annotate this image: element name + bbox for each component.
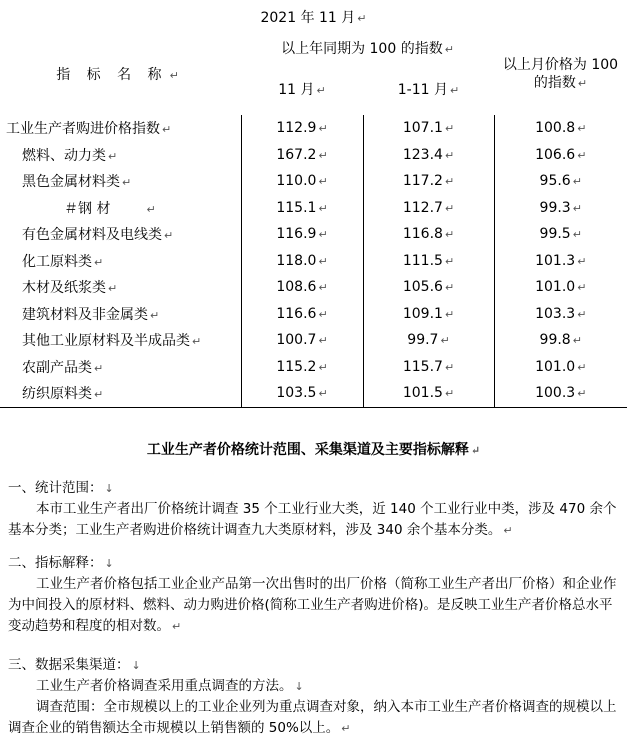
table-row: [0, 195, 627, 222]
notes-section: [8, 478, 620, 739]
paragraph-mark-icon: ↵: [150, 308, 160, 322]
paragraph-mark-icon: ↵: [444, 43, 454, 56]
paragraph-mark-icon: ↵: [318, 334, 328, 348]
row-name: 纺织原料类 ↵: [0, 380, 241, 407]
header-indicator-name: 指 标 名 称 ↵: [56, 67, 185, 83]
table-row: [0, 354, 627, 381]
cell-ytd: 109.1 ↵: [363, 301, 494, 328]
paragraph-mark-icon: ↵: [444, 148, 455, 162]
table-row: [0, 274, 627, 301]
paragraph-mark-icon: ↵: [577, 254, 587, 268]
cell-ytd: 99.7 ↵: [363, 327, 494, 354]
paragraph-mark-icon: ↵: [357, 12, 367, 25]
cell-ytd: 115.7 ↵: [363, 354, 494, 381]
cell-prev-month: 100.3 ↵: [494, 380, 627, 407]
row-name: 木材及纸浆类 ↵: [0, 274, 241, 301]
paragraph-mark-icon: ↵: [318, 175, 328, 189]
paragraph-mark-icon: ↵: [577, 76, 588, 90]
paragraph-mark-icon: ↵: [444, 307, 455, 321]
cell-prev-month: 95.6 ↵: [539, 173, 582, 190]
cell-month: 103.5 ↵: [241, 380, 363, 407]
paragraph-mark-icon: ↵: [444, 387, 455, 401]
row-name: 化工原料类 ↵: [0, 248, 241, 275]
definition-heading: 二、指标解释： ↓: [8, 555, 114, 571]
paragraph-mark-icon: ↵: [318, 360, 328, 374]
cell-ytd: 105.6 ↵: [363, 274, 494, 301]
scope-heading: 一、统计范围： ↓: [8, 480, 114, 496]
row-name: 有色金属材料及电线类 ↵: [0, 221, 241, 248]
scope-body: 本市工业生产者出厂价格统计调查 35 个工业行业大类，近 140 个工业行业中类，涉及 470 余个基本分类；工业生产者购进价格统计调查九大类原材料，涉及 340 余个基本分类。 ↵: [8, 501, 617, 538]
cell-prev-month: 99.5 ↵: [539, 226, 582, 243]
paragraph-mark-icon: ↵: [146, 202, 156, 216]
paragraph-mark-icon: ↵: [450, 84, 460, 97]
paragraph-mark-icon: ↵: [172, 620, 182, 633]
paragraph-mark-icon: ↵: [108, 282, 118, 296]
paragraph-mark-icon: ↵: [341, 722, 351, 735]
table-header-row-1: [0, 33, 627, 63]
paragraph-mark-icon: ↵: [572, 228, 582, 242]
cell-prev-month: 101.0 ↵: [535, 279, 587, 296]
cell-month: 110.0 ↵: [241, 168, 363, 195]
table-row: [0, 327, 627, 354]
cell-month: 116.9 ↵: [241, 221, 363, 248]
cell-prev-month: 101.3 ↵: [535, 252, 587, 269]
cell-ytd: 117.2 ↵: [363, 168, 494, 195]
cell-month: 116.6 ↵: [241, 301, 363, 328]
paragraph-mark-icon: ↵: [503, 524, 513, 537]
table-row: [0, 248, 627, 275]
cell-month: 108.6 ↵: [241, 274, 363, 301]
channel-body-scope: 调查范围：全市规模以上的工业企业列为重点调查对象，纳入本市工业生产者价格调查的规模以上调查企业的销售额达全市规模以上销售额的 50%以上。 ↵: [8, 699, 617, 736]
report-date: 2021 年 11 月 ↵: [260, 10, 367, 26]
line-break-icon: ↓: [294, 680, 304, 693]
cell-ytd: 116.8 ↵: [363, 221, 494, 248]
paragraph-mark-icon: ↵: [444, 281, 455, 295]
table-row: [0, 115, 627, 142]
cell-month: 100.7 ↵: [241, 327, 363, 354]
paragraph-mark-icon: ↵: [444, 175, 455, 189]
header-month: 11 月 ↵: [278, 82, 326, 98]
paragraph-mark-icon: ↵: [318, 307, 328, 321]
header-year-to-date: 1-11 月 ↵: [397, 82, 460, 98]
cell-prev-month: 103.3 ↵: [535, 305, 587, 322]
cell-ytd: 112.7 ↵: [363, 195, 494, 222]
paragraph-mark-icon: ↵: [316, 84, 326, 97]
price-index-table: [0, 33, 627, 408]
channel-heading: 三、数据采集渠道： ↓: [8, 657, 141, 673]
line-break-icon: ↓: [104, 557, 114, 570]
cell-ytd: 123.4 ↵: [363, 142, 494, 169]
paragraph-mark-icon: ↵: [318, 281, 328, 295]
paragraph-mark-icon: ↵: [444, 360, 455, 374]
row-name: 燃料、动力类 ↵: [0, 142, 241, 169]
cell-month: 115.1 ↵: [241, 195, 363, 222]
cell-month: 118.0 ↵: [241, 248, 363, 275]
channel-body-method: 工业生产者价格调查采用重点调查的方法。 ↓: [36, 678, 304, 694]
paragraph-mark-icon: ↵: [572, 334, 582, 348]
line-break-icon: ↓: [104, 482, 114, 495]
paragraph-mark-icon: ↵: [444, 228, 455, 242]
paragraph-mark-icon: ↵: [444, 201, 455, 215]
paragraph-mark-icon: ↵: [108, 149, 118, 163]
section-title: 工业生产者价格统计范围、采集渠道及主要指标解释 ↵: [146, 442, 481, 458]
paragraph-mark-icon: ↵: [318, 228, 328, 242]
paragraph-mark-icon: ↵: [577, 360, 587, 374]
cell-prev-month: 100.8 ↵: [535, 120, 587, 137]
cell-prev-month: 99.8 ↵: [539, 332, 582, 349]
table-row: [0, 168, 627, 195]
paragraph-mark-icon: ↵: [444, 254, 455, 268]
paragraph-mark-icon: ↵: [572, 175, 582, 189]
line-break-icon: ↓: [131, 659, 141, 672]
cell-ytd: 101.5 ↵: [363, 380, 494, 407]
paragraph-mark-icon: ↵: [318, 254, 328, 268]
table-row: [0, 380, 627, 407]
paragraph-mark-icon: ↵: [164, 229, 174, 243]
cell-prev-month: 101.0 ↵: [535, 358, 587, 375]
paragraph-mark-icon: ↵: [318, 387, 328, 401]
header-prev-month-index: 以上月价格为 100 的指数 ↵: [502, 56, 619, 91]
row-name: 工业生产者购进价格指数 ↵: [0, 115, 241, 142]
paragraph-mark-icon: ↵: [572, 201, 582, 215]
row-name: 建筑材料及非金属类 ↵: [0, 301, 241, 328]
paragraph-mark-icon: ↵: [318, 122, 328, 136]
paragraph-mark-icon: ↵: [577, 307, 587, 321]
cell-prev-month: 106.6 ↵: [535, 146, 587, 163]
header-same-period-group: 以上年同期为 100 的指数 ↵: [281, 41, 454, 57]
row-name: 其他工业原材料及半成品类 ↵: [0, 327, 241, 354]
paragraph-mark-icon: ↵: [318, 201, 328, 215]
paragraph-mark-icon: ↵: [577, 122, 587, 136]
table-row: [0, 221, 627, 248]
paragraph-mark-icon: ↵: [94, 361, 104, 375]
cell-ytd: 111.5 ↵: [363, 248, 494, 275]
paragraph-mark-icon: ↵: [162, 123, 172, 137]
paragraph-mark-icon: ↵: [94, 388, 104, 402]
row-name: 黑色金属材料类 ↵: [0, 168, 241, 195]
paragraph-mark-icon: ↵: [122, 176, 132, 190]
paragraph-mark-icon: ↵: [192, 335, 202, 349]
paragraph-mark-icon: ↵: [577, 148, 587, 162]
table-row: [0, 142, 627, 169]
paragraph-mark-icon: ↵: [440, 334, 450, 348]
paragraph-mark-icon: ↵: [94, 255, 104, 269]
paragraph-mark-icon: ↵: [444, 122, 455, 136]
row-name: 农副产品类 ↵: [0, 354, 241, 381]
cell-ytd: 107.1 ↵: [363, 115, 494, 142]
cell-month: 167.2 ↵: [241, 142, 363, 169]
row-name: ＃钢 材 ↵: [0, 195, 241, 222]
definition-body: 工业生产者价格包括工业企业产品第一次出售时的出厂价格（简称工业生产者出厂价格）和企业作为中间投入的原材料、燃料、动力购进价格(简称工业生产者购进价格)。是反映工业生产者价格总水平变动趋势和程度的相对数。 ↵: [8, 576, 617, 634]
paragraph-mark-icon: ↵: [577, 387, 587, 401]
cell-month: 115.2 ↵: [241, 354, 363, 381]
paragraph-mark-icon: ↵: [318, 148, 328, 162]
cell-prev-month: 99.3 ↵: [539, 199, 582, 216]
paragraph-mark-icon: ↵: [470, 444, 481, 457]
paragraph-mark-icon: ↵: [169, 69, 185, 82]
paragraph-mark-icon: ↵: [577, 281, 587, 295]
cell-month: 112.9 ↵: [241, 115, 363, 142]
table-row: [0, 301, 627, 328]
